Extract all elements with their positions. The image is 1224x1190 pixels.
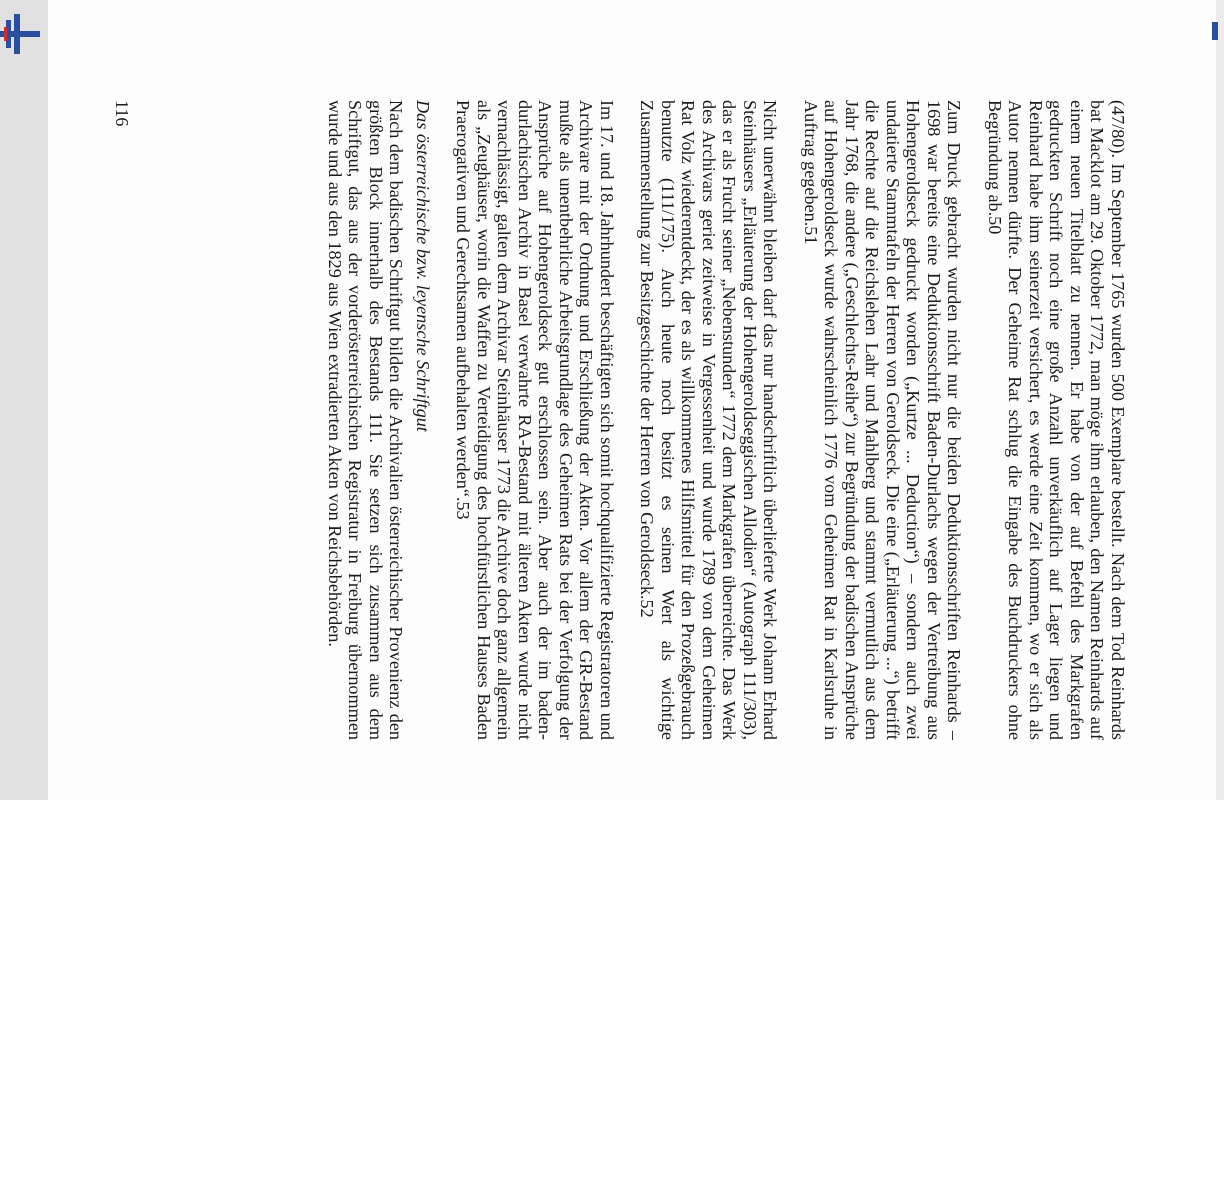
page-marker xyxy=(1212,22,1218,40)
paragraph-4: Im 17. und 18. Jahrhundert beschäftigten sich somit hochqualifizierte Registratoren und Archivare mit der Ordnung und Erschließung der Akten. Vor allem der GR-Bestand mußte als unentbehrliche Arbeitsgrundlage des Geheimen Rats bei der Verfolgung der Ansprüche auf Hohengeroldseck gut erschlossen sein. Aber auch der im baden-durlachischen Archiv in Basel verwahrte RA-Bestand mit älteren Akten wurde nicht vernachlässigt, galten dem Archivar Steinhäuser 1773 die Archive doch ganz allgemein als „Zeughäuser, worin die Waffen zu Verteidigung des hochfürstlichen Hauses Baden Praerogativen und Gerechtsamen aufbehalten werden“.53 xyxy=(453,100,617,740)
library-logo-icon xyxy=(0,14,40,54)
paragraph-1: (47/80). Im September 1765 wurden 500 Exemplare bestellt. Nach dem Tod Reinhards bat Macklot am 29. Oktober 1772, man möge ihm erlauben, den Namen Reinhards auf einem neuen Titelblatt zu nennen. Er habe von der auf Befehl des Markgrafen gedruckten Schrift noch eine große Anzahl unverkäuflich auf Lager liegen und Reinhard habe ihm seinerzeit versichert, es werde eine Zeit kommen, wo er sich als Autor nennen dürfte. Der Geheime Rat schlug die Eingabe des Buchdruckers ohne Begründung ab.50 xyxy=(985,100,1128,740)
viewer-sidebar xyxy=(0,0,48,800)
paragraph-2: Zum Druck gebracht wurden nicht nur die beiden Deduktionsschriften Reinhards – 1698 war bereits eine Deduktionsschrift Baden-Durlachs wegen der Vertreibung aus Hohengeroldseck gedruckt worden („Kurtze ... Deduction“) – sondern auch zwei undatierte Stammtafeln der Herren von Geroldseck. Die eine („Erläuterung ...“) betrifft die Rechte auf die Reichslehen Lahr und Mahlberg und stammt vermutlich aus dem Jahr 1768, die andere („Geschlechts-Reihe“) zur Begründung der badischen Ansprüche auf Hohengeroldseck wurde wahrscheinlich 1776 vom Geheimen Rat in Karlsruhe in Auftrag gegeben.51 xyxy=(801,100,965,740)
section-heading: Das österreichische bzw. leyensche Schriftgut xyxy=(413,100,433,432)
page-text-rotated xyxy=(112,100,1128,740)
page-number: 116 xyxy=(112,100,132,127)
paragraph-3: Nicht unerwähnt bleiben darf das nur handschriftlich überlieferte Werk Johann Erhard Steinhäusers „Erläuterung der Hohengeroldseggischen Allodien“ (Autograph 111/303), das er als Frucht seiner „Nebenstunden“ 1772 dem Markgrafen überreichte. Das Werk des Archivars geriet zeitweise in Vergessenheit und wurde 1789 von dem Geheimen Rat Volz wiederentdeckt, der es als willkommenes Hilfsmittel für den Prozeßgebrauch benutzte (111/175). Auch heute noch besitzt es seinen Wert als wichtige Zusammenstellung zur Besitzgeschichte der Herren von Geroldseck.52 xyxy=(637,100,781,740)
paragraph-5: Nach dem badischen Schriftgut bilden die Archivalien österreichischer Provenienz den größten Block innerhalb des Bestands 111. Sie setzen sich zusammen aus dem Schriftgut, das aus der vorderösterreichischen Registratur in Freiburg übernommen wurde und aus den 1829 aus Wien extradierten Akten von Reichsbehörden. xyxy=(325,100,407,740)
page-edge xyxy=(1216,0,1224,800)
